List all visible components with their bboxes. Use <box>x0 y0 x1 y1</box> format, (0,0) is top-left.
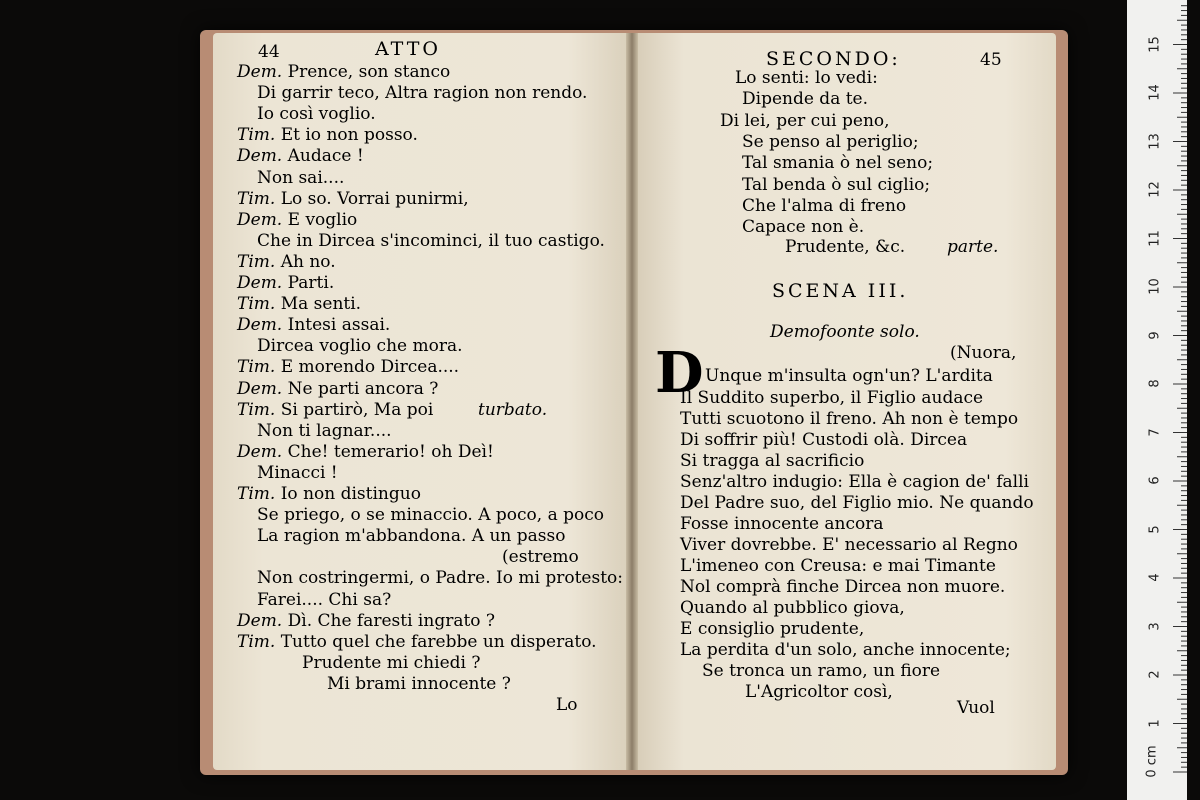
speaker-label: Tim. <box>237 188 281 209</box>
left-line <box>237 294 361 314</box>
line-text: Di garrir teco, Altra ragion non rendo. <box>257 83 588 104</box>
left-line <box>237 146 364 166</box>
page-number-right: 45 <box>980 50 1002 70</box>
speaker-label: Dem. <box>237 209 288 230</box>
ruler-number: 8 <box>1147 379 1163 388</box>
monologue-line: Se tronca un ramo, un fiore <box>702 661 941 681</box>
line-text: Ah no. <box>280 251 336 272</box>
measurement-ruler <box>1127 0 1187 800</box>
line-text: Non costringermi, o Padre. Io mi protesto: <box>257 568 624 589</box>
monologue-line: E consiglio prudente, <box>680 619 865 639</box>
left-line <box>237 379 438 399</box>
left-line <box>257 526 565 546</box>
running-head-left: ATTO <box>375 38 441 60</box>
monologue-line: Di soffrir più! Custodi olà. Dircea <box>680 430 968 450</box>
left-line <box>237 400 433 420</box>
catchword-left: Lo <box>556 695 578 715</box>
monologue-line: Tutti scuotono il freno. Ah non è tempo <box>680 409 1019 429</box>
left-line <box>257 590 391 610</box>
monologue-line: La perdita d'un solo, anche innocente; <box>680 640 1011 660</box>
ruler-number: 11 <box>1147 229 1163 247</box>
line-text: Se priego, o se minaccio. A poco, a poco <box>257 505 605 526</box>
scene-title: SCENA III. <box>772 280 909 302</box>
ruler-number: 9 <box>1147 330 1163 340</box>
speaker-label: Dem. <box>237 273 288 293</box>
monologue-line: Fosse innocente ancora <box>680 514 884 534</box>
catchword-right: Vuol <box>957 698 995 718</box>
monologue-line: Si tragga al sacrificio <box>680 451 865 471</box>
monologue-line: Nol comprà finche Dircea non muore. <box>680 577 1006 597</box>
monologue-line: Del Padre suo, del Figlio mio. Ne quando <box>680 493 1034 513</box>
running-head-right: SECONDO: <box>766 48 901 70</box>
left-line <box>237 611 495 631</box>
speaker-label: Tim. <box>237 631 281 652</box>
ruler-number: 3 <box>1147 621 1163 631</box>
left-line <box>237 252 336 272</box>
line-text: Minacci ! <box>257 462 338 483</box>
line-text: Audace ! <box>287 146 364 167</box>
aria-line: Lo senti: lo vedi: <box>735 68 878 88</box>
aria-line: Che l'alma di freno <box>742 195 907 216</box>
line-text: Prudente mi chiedi ? <box>302 652 481 673</box>
line-text: Ma senti. <box>280 294 362 315</box>
ruler-number: 12 <box>1147 181 1163 198</box>
ruler-number: 5 <box>1147 524 1163 534</box>
monologue-line: Quando al pubblico giova, <box>680 598 905 618</box>
speaker-label: Tim. <box>237 125 281 146</box>
monologue-line: L'imeneo con Creusa: e mai Timante <box>680 556 996 576</box>
left-line <box>237 125 418 145</box>
line-text: Prence, son stanco <box>287 62 451 82</box>
aria-line: Se penso al periglio; <box>742 131 919 152</box>
left-line <box>257 231 605 251</box>
speaker-label: Tim. <box>237 294 281 315</box>
speaker-label: Tim. <box>237 357 281 378</box>
left-line <box>257 463 338 483</box>
left-line <box>237 357 459 377</box>
left-line <box>237 210 357 230</box>
monologue-line: Unque m'insulta ogn'un? L'ardita <box>705 366 993 386</box>
scene-character: Demofoonte solo. <box>770 322 920 342</box>
left-line <box>327 674 511 694</box>
left-line <box>237 189 469 209</box>
line-text: Tutto quel che farebbe un disperato. <box>280 631 597 652</box>
ruler-number: 14 <box>1147 84 1163 101</box>
monologue-line: Senz'altro indugio: Ella è cagion de' falli <box>680 472 1029 492</box>
aria-line: Tal benda ò sul ciglio; <box>742 174 931 195</box>
ruler-number: 4 <box>1147 573 1163 582</box>
line-text: Dircea voglio che mora. <box>257 336 463 357</box>
line-text: Dì. Che faresti ingrato ? <box>287 610 496 631</box>
left-line <box>257 168 344 188</box>
line-text: E morendo Dircea.... <box>280 357 460 378</box>
left-line <box>257 505 604 525</box>
left-line <box>237 273 334 293</box>
monologue-line: Il Suddito superbo, il Figlio audace <box>680 388 984 408</box>
line-text: (estremo <box>502 547 579 568</box>
line-text: Io così voglio. <box>257 104 376 125</box>
left-line <box>237 632 597 652</box>
monologue-line: (Nuora, <box>950 343 1017 363</box>
ruler-number: 15 <box>1147 35 1163 53</box>
line-text: Lo so. Vorrai punirmi, <box>280 188 469 209</box>
line-text: Mi brami innocente ? <box>327 673 511 694</box>
aria-end: Prudente, &c. <box>785 237 906 257</box>
page-number-left: 44 <box>258 42 280 62</box>
left-line <box>257 83 587 103</box>
dropcap-letter: D <box>655 340 704 406</box>
line-text: Intesi assai. <box>287 315 391 336</box>
line-text: Si partirò, Ma poi <box>280 399 434 420</box>
aria-line: Dipende da te. <box>742 89 869 110</box>
line-text: Che in Dircea s'incominci, il tuo castigo. <box>257 230 605 251</box>
line-text: Non ti lagnar.... <box>257 420 392 441</box>
left-line <box>257 568 623 588</box>
speaker-label: Tim. <box>237 399 281 420</box>
ruler-number: 7 <box>1147 427 1163 437</box>
aria-line: Tal smania ò nel seno; <box>742 153 934 174</box>
left-line <box>237 315 390 335</box>
left-line <box>237 442 494 462</box>
line-text: Che! temerario! oh Deì! <box>287 441 494 462</box>
line-text: La ragion m'abbandona. A un passo <box>257 526 566 547</box>
left-line <box>237 62 450 82</box>
aria-stage-direction: parte. <box>947 237 999 257</box>
aria-line: Di lei, per cui peno, <box>720 110 890 131</box>
line-text: Io non distinguo <box>280 484 421 504</box>
speaker-label: Dem. <box>237 610 288 631</box>
left-line <box>237 484 421 504</box>
ruler-number: 0 cm <box>1144 745 1160 778</box>
stage-direction: turbato. <box>478 399 548 420</box>
monologue-line: Viver dovrebbe. E' necessario al Regno <box>680 535 1018 555</box>
line-text: Parti. <box>287 273 335 293</box>
ruler-number: 6 <box>1147 476 1163 485</box>
line-text: Ne parti ancora ? <box>287 378 439 399</box>
left-line <box>257 336 463 356</box>
ruler-number: 13 <box>1147 132 1163 150</box>
line-text: Non sai.... <box>257 167 345 188</box>
left-line <box>502 547 579 567</box>
monologue-line: L'Agricoltor così, <box>745 682 893 702</box>
line-text: Farei.... Chi sa? <box>257 589 392 610</box>
ruler-number: 2 <box>1147 670 1163 679</box>
speaker-label: Tim. <box>237 251 281 272</box>
speaker-label: Dem. <box>237 62 288 82</box>
left-line <box>302 653 480 673</box>
speaker-label: Dem. <box>237 315 288 336</box>
speaker-label: Dem. <box>237 146 288 167</box>
ruler-number: 1 <box>1147 718 1163 728</box>
aria-line: Capace non è. <box>742 217 865 238</box>
speaker-label: Dem. <box>237 378 288 399</box>
book-gutter <box>626 33 638 770</box>
speaker-label: Tim. <box>237 484 281 504</box>
line-text: Et io non posso. <box>280 125 418 146</box>
left-line <box>257 421 392 441</box>
speaker-label: Dem. <box>237 441 288 462</box>
left-line <box>257 104 376 124</box>
ruler-number: 10 <box>1147 278 1163 295</box>
line-text: E voglio <box>287 209 358 230</box>
